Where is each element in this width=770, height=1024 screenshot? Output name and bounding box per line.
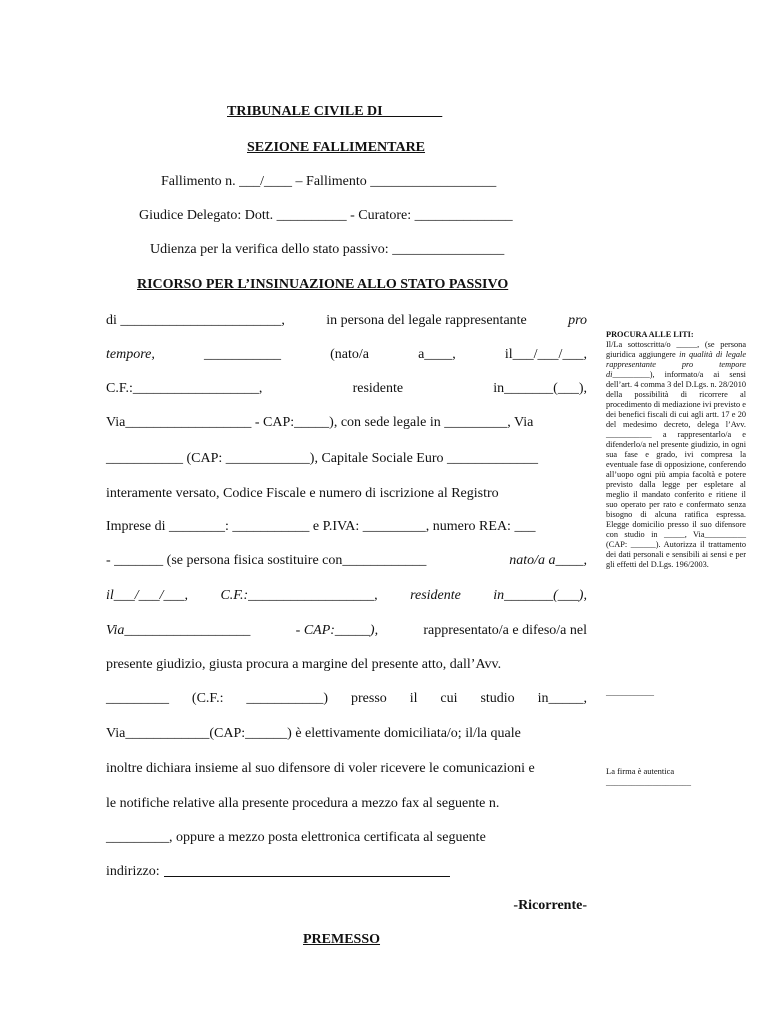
body-line: _________, oppure a mezzo posta elettronica certificata al seguente xyxy=(106,830,486,845)
court-title: TRIBUNALE CIVILE DI ________ xyxy=(227,104,443,119)
body-line: C.F.:__________________, residente in_______(___), xyxy=(106,381,587,396)
procura-text: Il/La sottoscritta/o _____, (se persona giuridica aggiungere in qualità di legale rappresentante pro tempore di_________), informato/a ai sensi dell’art. 4 comma 3 del D.Lgs. n. 28/2010 della possibilità di ricorrere al procedimento di mediazione ivi previsto e dei benefici fiscali di cui agli artt. 17 e 20 del medesimo decreto, delega l’Avv. ___________ a rappresentarlo/a e difenderlo/a nel presente giudizio, in ogni sua fase e grado, ivi compresa la eventuale fase di opposizione, conferendo all’uopo ogni più ampia facoltà e potere previsto dalla legge per espletare al meglio il mandato conferito e ritiene il suo operato per rato e confermato senza bisogno di alcuna ratifica espressa. Elegge domicilio presso il suo difensore con studio in _____, Via__________ (CAP: ______). Autorizza il trattamento dei dati personali e sensibili ai sensi e per gli effetti del D.Lgs. 196/2003. xyxy=(606,340,746,569)
body-line: indirizzo: xyxy=(106,864,587,880)
premesso-heading: PREMESSO xyxy=(303,932,381,947)
body-line: presente giudizio, giusta procura a margine del presente atto, dall’Avv. xyxy=(106,657,502,672)
section-title: SEZIONE FALLIMENTARE xyxy=(247,140,426,155)
body-line: _________ (C.F.: ___________) presso il cui studio in_____, xyxy=(106,691,587,706)
body-line: Via__________________ - CAP:_____), rappresentato/a e difeso/a nel xyxy=(106,623,587,638)
appeal-title: RICORSO PER L’INSINUAZIONE ALLO STATO PASSIVO xyxy=(137,277,509,292)
body-line: Via____________(CAP:______) è elettivamente domiciliata/o; il/la quale xyxy=(106,726,521,741)
body-line: - _______ (se persona fisica sostituire con____________ nato/a a____, xyxy=(106,553,587,568)
body-line: Via__________________ - CAP:_____), con sede legale in _________, Via xyxy=(106,415,534,430)
body-line: interamente versato, Codice Fiscale e numero di iscrizione al Registro xyxy=(106,486,499,501)
ricorrente-label: -Ricorrente- xyxy=(513,898,587,913)
signature-note: La firma è autentica ____________________ xyxy=(606,766,691,787)
sidebar-dash: ____________ xyxy=(606,688,654,697)
body-line: il___/___/___, C.F.:__________________, residente in_______(___), xyxy=(106,588,587,603)
body-line: ___________ (CAP: ____________), Capitale Sociale Euro _____________ xyxy=(106,451,539,466)
body-line: Imprese di ________: ___________ e P.IVA: _________, numero REA: ___ xyxy=(106,519,536,534)
body-line: inoltre dichiara insieme al suo difensore di voler ricevere le comunicazioni e xyxy=(106,761,535,776)
bankruptcy-line: Fallimento n. ___/____ – Fallimento __________________ xyxy=(161,174,497,189)
body-line: le notifiche relative alla presente procedura a mezzo fax al seguente n. xyxy=(106,796,500,811)
procura-heading: PROCURA ALLE LITI: xyxy=(606,330,694,339)
hearing-line: Udienza per la verifica dello stato passivo: ________________ xyxy=(150,242,505,257)
address-line xyxy=(164,864,450,877)
body-line: di _______________________, in persona del legale rappresentante pro xyxy=(106,313,587,328)
judge-line: Giudice Delegato: Dott. __________ - Curatore: ______________ xyxy=(139,208,513,223)
procura-sidebar xyxy=(606,330,746,570)
body-line: tempore, ___________ (nato/a a____, il___/___/___, xyxy=(106,347,587,362)
